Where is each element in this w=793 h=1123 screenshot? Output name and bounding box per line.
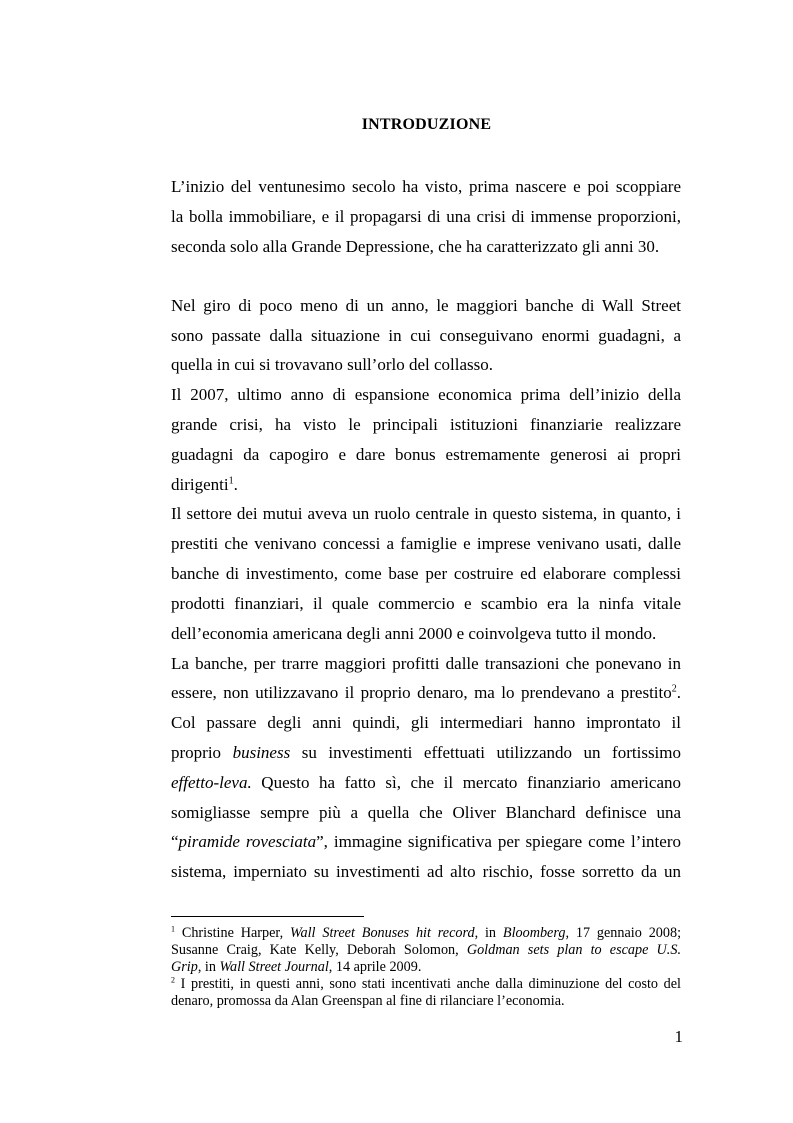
text-line: guadagni da capogiro e dare bonus estremamente generosi ai propri xyxy=(171,445,681,464)
text-line: quella in cui si trovavano sull’orlo del collasso. xyxy=(171,355,493,374)
text-line xyxy=(171,683,681,703)
italic-term: business xyxy=(232,743,291,762)
italic-term: piramide rovesciata xyxy=(178,832,317,851)
text-line: la bolla immobiliare, e il propagarsi di una crisi di immense proporzioni, xyxy=(171,207,681,226)
footnote-line xyxy=(171,942,681,958)
text-line xyxy=(171,475,681,495)
footnote-ref-1[interactable]: 1 xyxy=(228,475,234,487)
footnote-line xyxy=(171,959,681,975)
text-run: , 14 aprile 2009. xyxy=(328,959,422,975)
text-line: sistema, imperniato su investimenti ad alto rischio, fosse sorretto da un xyxy=(171,862,681,881)
text-run: Susanne Craig, Kate Kelly, Deborah Solomon, xyxy=(171,942,467,958)
footnote-line: denaro, promossa da Alan Greenspan al fine di rilanciare l’economia. xyxy=(171,993,565,1009)
text-line: dell’economia americana degli anni 2000 e coinvolgeva tutto il mondo. xyxy=(171,624,657,643)
footnote-separator xyxy=(171,916,364,917)
text-run: , in xyxy=(197,959,220,975)
text-run: ”, immagine significativa per spiegare come l’intero xyxy=(316,832,681,851)
text-line: banche di investimento, come base per costruire ed elaborare complessi xyxy=(171,564,681,583)
italic-title: Wall Street Bonuses hit record xyxy=(290,925,475,941)
text-run: dirigenti xyxy=(171,475,229,494)
footnote-line xyxy=(171,976,681,992)
page-number: 1 xyxy=(674,1027,683,1046)
text-line: prodotti finanziari, il quale commercio e scambio era la ninfa vitale xyxy=(171,594,681,613)
text-run: . xyxy=(676,683,681,702)
text-run: , 17 gennaio 2008; xyxy=(565,925,682,941)
footnote-ref-2[interactable]: 2 xyxy=(671,683,677,695)
text-run: proprio xyxy=(171,743,233,762)
footnote-mark: 2 xyxy=(171,975,175,985)
text-line xyxy=(171,773,681,793)
text-line: L’inizio del ventunesimo secolo ha visto, prima nascere e poi scoppiare xyxy=(171,177,681,196)
text-line: grande crisi, ha visto le principali istituzioni finanziarie realizzare xyxy=(171,415,681,434)
text-run: “ xyxy=(171,832,179,851)
text-line xyxy=(171,832,681,852)
text-line xyxy=(171,743,681,763)
italic-title: Bloomberg xyxy=(502,925,566,941)
text-line: sono passate dalla situazione in cui conseguivano enormi guadagni, a xyxy=(171,326,681,345)
text-run: , in xyxy=(474,925,503,941)
text-run: su investimenti effettuati utilizzando un fortissimo xyxy=(290,743,682,762)
text-line: Il settore dei mutui aveva un ruolo centrale in questo sistema, in quanto, i xyxy=(171,504,681,523)
text-line: La banche, per trarre maggiori profitti dalle transazioni che ponevano in xyxy=(171,654,681,673)
text-run: I prestiti, in questi anni, sono stati incentivati anche dalla diminuzione del costo del xyxy=(175,976,681,992)
footnote-line xyxy=(171,925,681,941)
text-line: Nel giro di poco meno di un anno, le maggiori banche di Wall Street xyxy=(171,296,681,315)
italic-title: Goldman sets plan to escape U.S. xyxy=(466,942,681,958)
text-line: prestiti che venivano concessi a famiglie e imprese venivano usati, dalle xyxy=(171,534,681,553)
text-run: . xyxy=(233,475,238,494)
text-line: Il 2007, ultimo anno di espansione economica prima dell’inizio della xyxy=(171,385,681,404)
footnote-mark: 1 xyxy=(171,924,175,934)
italic-title: Wall Street Journal xyxy=(219,959,329,975)
italic-term: effetto-leva. xyxy=(171,773,252,792)
text-run: Christine Harper, xyxy=(175,925,290,941)
text-line: seconda solo alla Grande Depressione, che ha caratterizzato gli anni 30. xyxy=(171,237,660,256)
text-line: somigliasse sempre più a quella che Oliver Blanchard definisce una xyxy=(171,803,681,822)
italic-title: Grip xyxy=(171,959,198,975)
text-run: Questo ha fatto sì, che il mercato finanziario americano xyxy=(251,773,681,792)
chapter-heading: INTRODUZIONE xyxy=(361,116,492,133)
text-line: Col passare degli anni quindi, gli intermediari hanno improntato il xyxy=(171,713,681,732)
text-run: essere, non utilizzavano il proprio denaro, ma lo prendevano a prestito xyxy=(171,683,672,702)
